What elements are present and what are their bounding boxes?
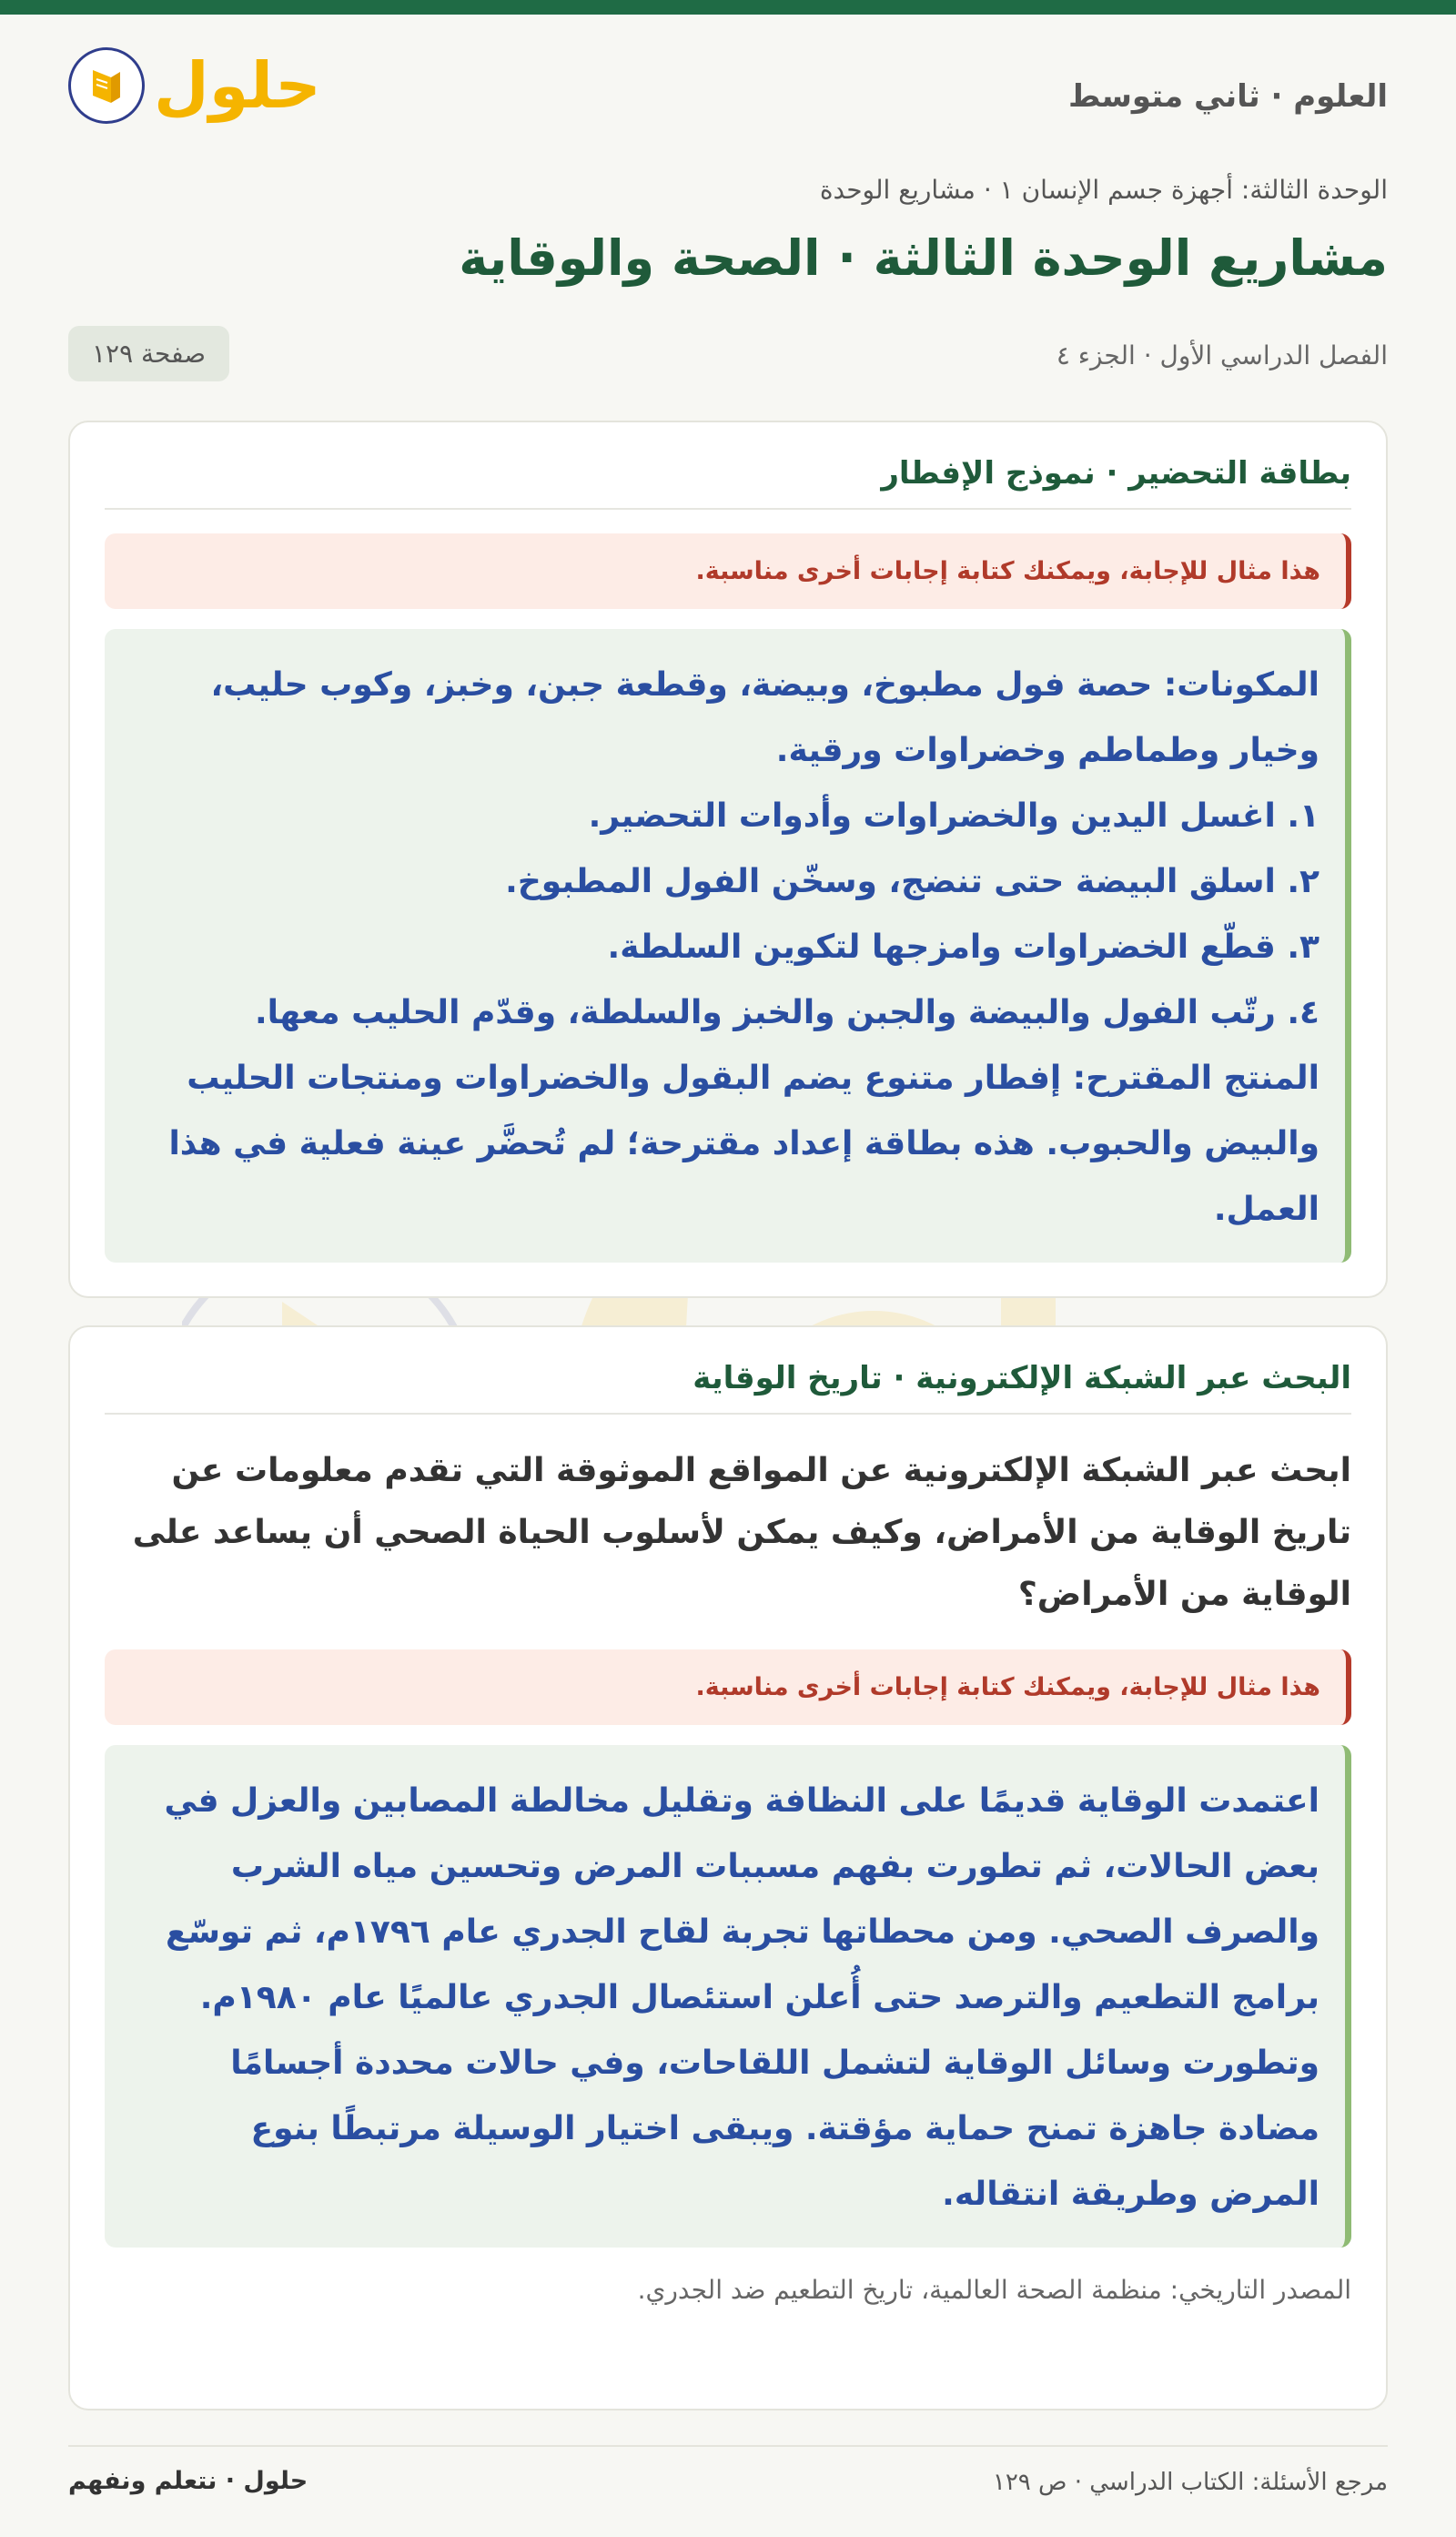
source-citation: المصدر التاريخي: منظمة الصحة العالمية، تاريخ التطعيم ضد الجدري. — [637, 2275, 1351, 2305]
research-question: ابحث عبر الشبكة الإلكترونية عن المواقع الموثوقة التي تقدم معلومات عن تاريخ الوقاية من الأمراض، وكيف يمكن لأسلوب الحياة الصحي أن يساعد على الوقاية من الأمراض؟ — [132, 1452, 1351, 1613]
semester-label: الفصل الدراسي الأول · الجزء ٤ — [1056, 340, 1388, 370]
example-answer-note: هذا مثال للإجابة، ويمكنك كتابة إجابات أخرى مناسبة. — [105, 1649, 1351, 1725]
research-card — [68, 1325, 1388, 2410]
example-answer-note: هذا مثال للإجابة، ويمكنك كتابة إجابات أخرى مناسبة. — [105, 533, 1351, 609]
logo-wordmark: حلول — [154, 48, 321, 123]
footer-reference: مرجع الأسئلة: الكتاب الدراسي · ص ١٢٩ — [992, 2469, 1388, 2496]
page-title: مشاريع الوحدة الثالثة · الصحة والوقاية — [459, 229, 1388, 287]
step-4: ٤. رتّب الفول والبيضة والجبن والخبز والسلطة، وقدّم الحليب معها. — [255, 994, 1320, 1031]
step-1: ١. اغسل اليدين والخضراوات وأدوات التحضير. — [588, 797, 1320, 835]
suggested-product-text: المنتج المقترح: إفطار متنوع يضم البقول والخضراوات ومنتجات الحليب والبيض والحبوب. هذه بطاقة إعداد مقترحة؛ لم تُحضَّر عينة فعلية في هذا العمل. — [168, 1060, 1320, 1228]
ingredients-text: المكونات: حصة فول مطبوخ، وبيضة، وقطعة جبن، وخبز، وكوب حليب، وخيار وطماطم وخضراوات ورقية. — [210, 666, 1320, 769]
research-answer-box — [105, 1745, 1351, 2248]
site-logo[interactable] — [68, 47, 321, 124]
answer-paragraph: وتطورت وسائل الوقاية لتشمل اللقاحات، وفي حالات محددة أجسامًا مضادة جاهزة تمنح حماية مؤقتة. ويبقى اختيار الوسيلة مرتبطًا بنوع المرض وطريقة انتقاله. — [230, 2045, 1320, 2213]
logo-book-icon — [68, 47, 145, 124]
answer-paragraph: اعتمدت الوقاية قديمًا على النظافة وتقليل مخالطة المصابين والعزل في بعض الحالات، ثم تطورت بفهم مسببات المرض وتحسين مياه الشرب والصرف الصحي. ومن محطاتها تجربة لقاح الجدري عام ١٧٩٦م، ثم توسّع برامج التطعيم والترصد حتى أُعلن استئصال الجدري عالميًا عام ١٩٨٠م. — [164, 1782, 1320, 2016]
step-2: ٢. اسلق البيضة حتى تنضج، وسخّن الفول المطبوخ. — [505, 863, 1320, 900]
prep-answer-box — [105, 629, 1351, 1263]
prep-card-title: بطاقة التحضير · نموذج الإفطار — [105, 422, 1351, 510]
breadcrumb[interactable]: الوحدة الثالثة: أجهزة جسم الإنسان ١ · مشاريع الوحدة — [819, 175, 1388, 205]
subject-label: العلوم · ثاني متوسط — [1068, 78, 1388, 115]
research-card-title: البحث عبر الشبكة الإلكترونية · تاريخ الوقاية — [105, 1327, 1351, 1415]
footer-brand[interactable]: حلول · نتعلم ونفهم — [68, 2467, 308, 2495]
footer-divider — [68, 2445, 1388, 2447]
prep-card — [68, 421, 1388, 1298]
step-3: ٣. قطّع الخضراوات وامزجها لتكوين السلطة. — [607, 929, 1320, 966]
page-number-badge: صفحة ١٢٩ — [68, 326, 229, 381]
top-accent-bar — [0, 0, 1456, 15]
